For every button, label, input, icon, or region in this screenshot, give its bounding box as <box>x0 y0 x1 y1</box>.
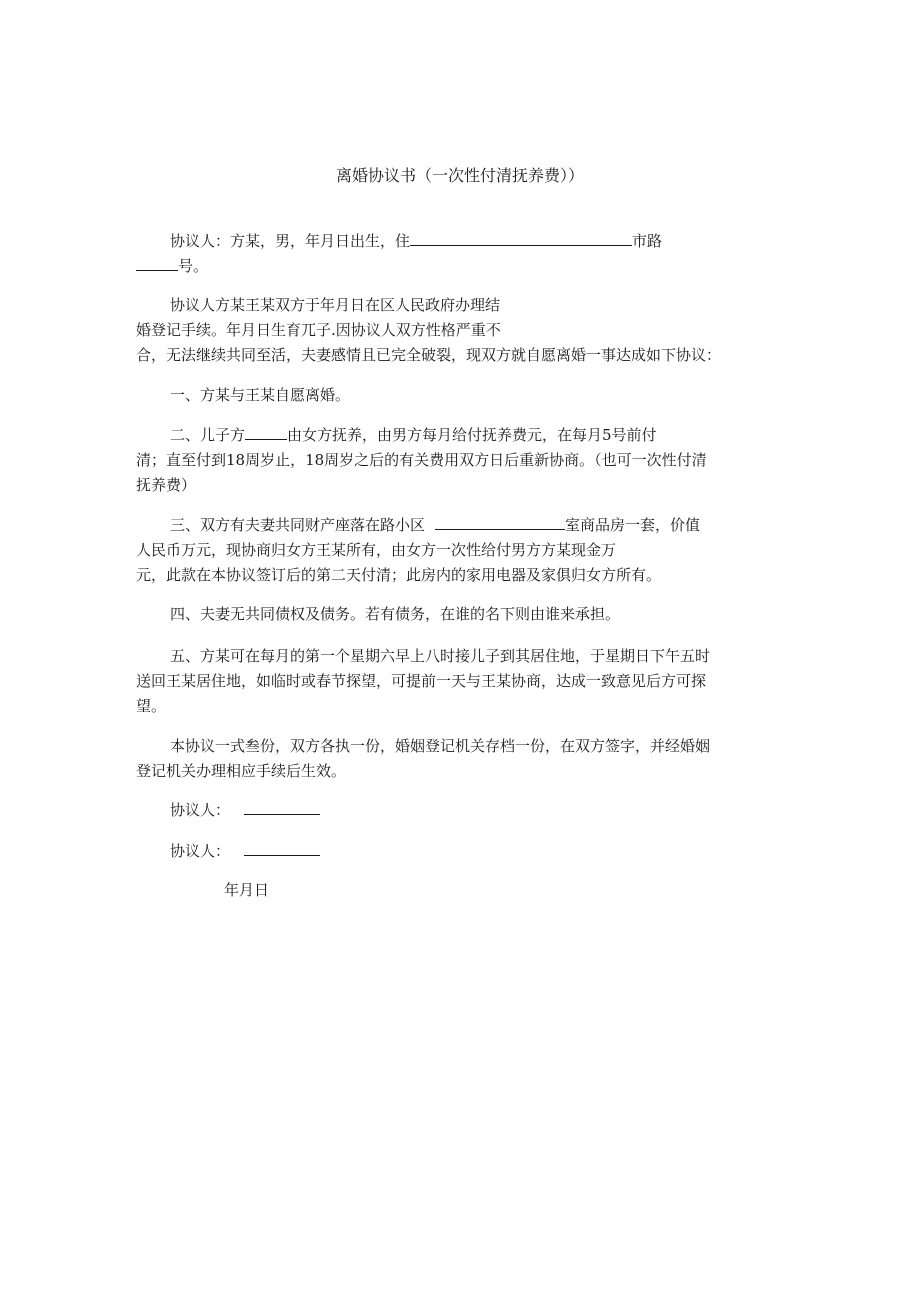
clause-2-line-1 <box>170 425 657 445</box>
clause-5-line-3: 望。 <box>136 697 167 715</box>
background-line-1: 协议人方某王某双方于年月日在区人民政府办理结 <box>170 296 501 314</box>
signing-date: 年月日 <box>224 881 270 899</box>
signature-label-1: 协议人： <box>170 801 231 819</box>
intro-text-1: 协议人：方某，男，年月日出生，住 <box>170 232 411 250</box>
clause-2-line-2: 清；直至付到18周岁止，18周岁之后的有关费用双方日后重新协商。（也可一次性付清 <box>136 451 707 469</box>
clause-5-line-2: 送回王某居住地，如临时或春节探望，可提前一天与王某协商，达成一致意见后方可探 <box>136 672 707 690</box>
clause-1: 一、方某与王某自愿离婚。 <box>170 386 351 404</box>
background-line-3: 合，无法继续共同至活，夫妻感情且已完全破裂，现双方就自愿离婚一事达成如下协议： <box>136 346 722 364</box>
closing-line-1: 本协议一式叁份，双方各执一份，婚姻登记机关存档一份，在双方签字，并经婚姻 <box>170 737 711 755</box>
background-line-2: 婚登记手续。年月日生育兀子.因协议人双方性格严重不 <box>136 321 501 339</box>
intro-line-2 <box>136 256 208 276</box>
closing-line-2: 登记机关办理相应手续后生效。 <box>136 762 347 780</box>
clause-5-line-1: 五、方某可在每月的第一个星期六早上八时接儿子到其居住地，于星期日下午五时 <box>170 647 711 665</box>
intro-text-2: 市路 <box>632 232 663 250</box>
signature-blank-2 <box>244 841 320 856</box>
clause-3-line-1 <box>170 515 700 535</box>
house-number-blank <box>136 256 178 271</box>
clause-3-line-3: 元，此款在本协议签订后的第二天付清；此房内的家用电器及家俱归女方所有。 <box>136 566 662 584</box>
intro-line-1 <box>170 231 662 251</box>
clause-3-text-a: 三、双方有夫妻共同财产座落在路小区 <box>170 516 426 534</box>
signature-label-2: 协议人： <box>170 842 231 860</box>
clause-2-text-a: 二、儿子方 <box>170 426 246 444</box>
clause-3-line-2: 人民币万元，现协商归女方王某所有，由女方一次性给付男方方某现金万 <box>136 541 617 559</box>
intro-text-3: 号。 <box>178 257 209 275</box>
signature-party-1 <box>170 800 320 820</box>
room-number-blank <box>435 515 565 530</box>
address-blank <box>410 231 632 246</box>
clause-2-text-b: 由女方抚养，由男方每月给付抚养费元，在每月5号前付 <box>287 426 657 444</box>
signature-blank-1 <box>244 800 320 815</box>
clause-4: 四、夫妻无共同债权及债务。若有债务，在谁的名下则由谁来承担。 <box>170 605 621 623</box>
clause-2-line-3: 抚养费） <box>136 476 197 494</box>
son-name-blank <box>245 425 287 440</box>
clause-3-text-b: 室商品房一套，价值 <box>565 516 701 534</box>
document-title: 离婚协议书（一次性付清抚养费）） <box>335 166 584 185</box>
signature-party-2 <box>170 841 320 861</box>
